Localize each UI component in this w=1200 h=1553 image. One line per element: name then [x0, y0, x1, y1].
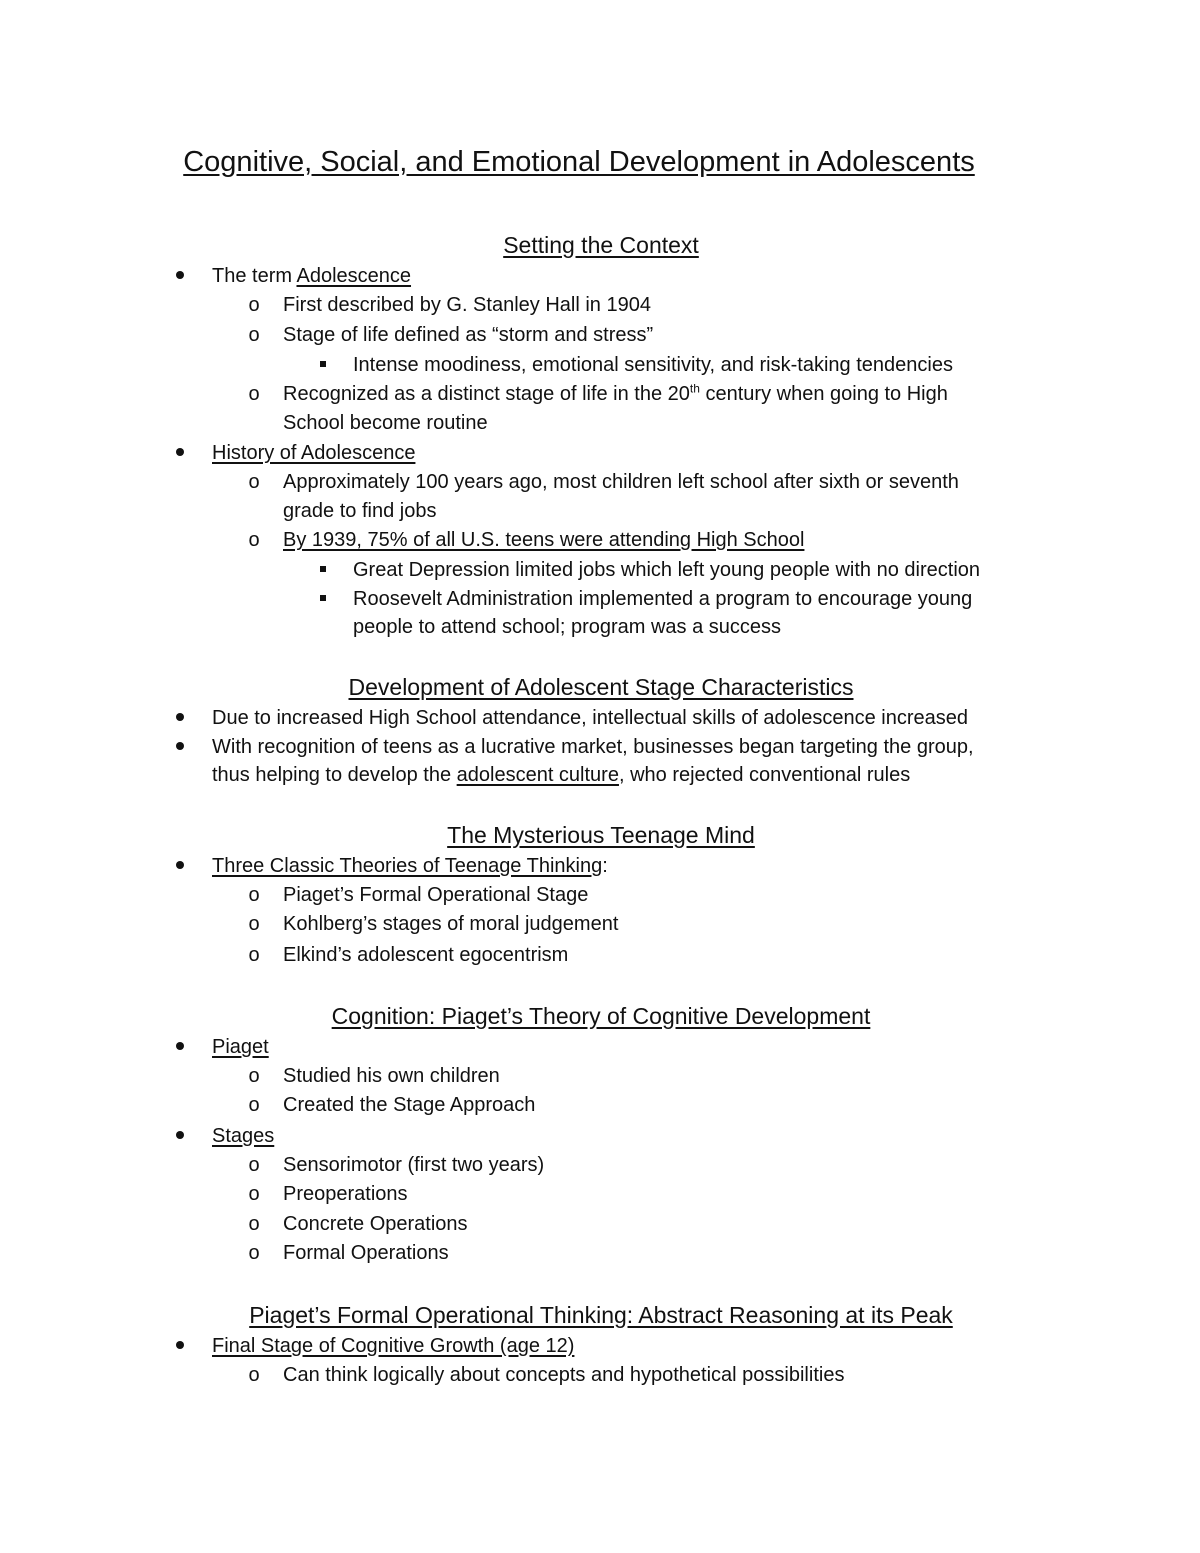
- bullet-ring: o: [248, 471, 260, 493]
- superscript: th: [689, 381, 700, 396]
- text: Recognized as a distinct stage of life in the 20: [283, 383, 690, 405]
- underlined-term: adolescent culture: [456, 764, 619, 786]
- section-heading-setting-the-context: Setting the Context: [503, 232, 699, 258]
- bullet-ring: o: [248, 1183, 260, 1205]
- list-item-continuation: School become routine: [283, 412, 488, 434]
- text: thus helping to develop the: [212, 764, 457, 786]
- list-item: Final Stage of Cognitive Growth (age 12): [212, 1335, 575, 1357]
- text: , who rejected conventional rules: [618, 764, 911, 786]
- bullet-ring: o: [248, 913, 260, 935]
- list-item: Roosevelt Administration implemented a program to encourage young: [353, 588, 973, 610]
- bullet-ring: o: [248, 884, 260, 906]
- bullet-ring: o: [248, 1154, 260, 1176]
- list-item: Great Depression limited jobs which left young people with no direction: [353, 559, 981, 581]
- list-item: Due to increased High School attendance, intellectual skills of adolescence increased: [212, 707, 969, 729]
- section-heading-teenage-mind: The Mysterious Teenage Mind: [447, 822, 755, 848]
- list-item: With recognition of teens as a lucrative market, businesses began targeting the group,: [212, 736, 974, 758]
- bullet-ring: o: [248, 383, 260, 405]
- underlined-term: Adolescence: [296, 265, 412, 287]
- list-item: [212, 852, 608, 880]
- bullet-ring: o: [248, 1364, 260, 1386]
- bullet-ring: o: [248, 324, 260, 346]
- list-item: Stage of life defined as “storm and stress”: [283, 324, 654, 346]
- list-item: Intense moodiness, emotional sensitivity, and risk-taking tendencies: [353, 354, 953, 376]
- section-heading-formal-operational: Piaget’s Formal Operational Thinking: Abstract Reasoning at its Peak: [249, 1302, 953, 1328]
- list-item: By 1939, 75% of all U.S. teens were attending High School: [283, 529, 805, 551]
- bullet-ring: o: [248, 294, 260, 316]
- bullet-dot: [170, 1122, 190, 1150]
- list-item: Can think logically about concepts and hypothetical possibilities: [283, 1364, 845, 1386]
- list-item: Piaget’s Formal Operational Stage: [283, 884, 589, 906]
- list-item: History of Adolescence: [212, 442, 416, 464]
- list-item: Approximately 100 years ago, most children left school after sixth or seventh: [283, 471, 959, 493]
- underlined-term: Three Classic Theories of Teenage Thinking: [212, 855, 603, 877]
- bullet-dot: [170, 1033, 190, 1061]
- list-item-continuation: grade to find jobs: [283, 500, 437, 522]
- list-item: Concrete Operations: [283, 1213, 468, 1235]
- list-item: Piaget: [212, 1036, 269, 1058]
- list-item: Formal Operations: [283, 1242, 449, 1264]
- bullet-square: [313, 556, 333, 584]
- list-item-continuation: [212, 761, 910, 789]
- list-item: [283, 380, 948, 408]
- text: century when going to High: [699, 383, 948, 405]
- bullet-ring: o: [248, 1065, 260, 1087]
- list-item-continuation: people to attend school; program was a success: [353, 616, 782, 638]
- list-item: Sensorimotor (first two years): [283, 1154, 545, 1176]
- bullet-dot: [170, 262, 190, 290]
- bullet-ring: o: [248, 944, 260, 966]
- list-item: Kohlberg’s stages of moral judgement: [283, 913, 619, 935]
- text: The term: [212, 265, 297, 287]
- list-item: [212, 262, 411, 290]
- list-item: Created the Stage Approach: [283, 1094, 536, 1116]
- document-title: Cognitive, Social, and Emotional Development in Adolescents: [183, 146, 975, 178]
- section-heading-cognition: Cognition: Piaget’s Theory of Cognitive Development: [331, 1003, 871, 1029]
- text: :: [602, 855, 608, 877]
- bullet-dot: [170, 1332, 190, 1360]
- list-item: Studied his own children: [283, 1065, 500, 1087]
- list-item: Preoperations: [283, 1183, 408, 1205]
- bullet-square: [313, 351, 333, 379]
- bullet-dot: [170, 439, 190, 467]
- bullet-dot: [170, 852, 190, 880]
- bullet-dot: [170, 733, 190, 761]
- bullet-ring: o: [248, 1242, 260, 1264]
- bullet-ring: o: [248, 529, 260, 551]
- bullet-square: [313, 585, 333, 613]
- list-item: Stages: [212, 1125, 275, 1147]
- section-heading-development: Development of Adolescent Stage Characteristics: [348, 674, 854, 700]
- bullet-dot: [170, 704, 190, 732]
- bullet-ring: o: [248, 1094, 260, 1116]
- list-item: Elkind’s adolescent egocentrism: [283, 944, 569, 966]
- list-item: First described by G. Stanley Hall in 1904: [283, 294, 651, 316]
- bullet-ring: o: [248, 1213, 260, 1235]
